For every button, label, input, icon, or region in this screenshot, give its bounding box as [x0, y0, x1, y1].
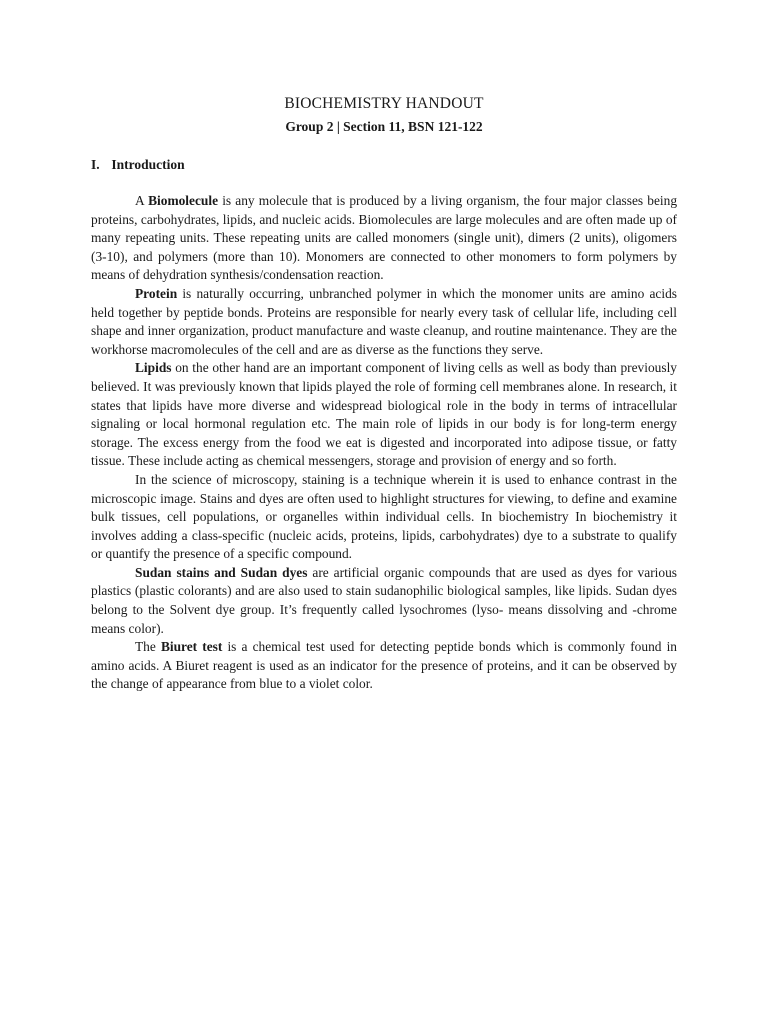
- paragraph-sudan: [91, 564, 677, 638]
- paragraph-term: Biomolecule: [148, 193, 219, 208]
- paragraph-biomolecule: [91, 192, 677, 285]
- paragraph-lipids: [91, 359, 677, 471]
- section-body: [91, 192, 677, 694]
- paragraph-lead: The: [135, 639, 161, 655]
- document-title: BIOCHEMISTRY HANDOUT: [284, 95, 484, 112]
- section-number: I.: [91, 157, 100, 172]
- paragraph-lead: A: [135, 193, 149, 208]
- paragraph-term: Lipids: [135, 360, 172, 376]
- paragraph-text: is any molecule that is produced by a living organism, the four major classes being proteins, carbohydrates, lipids, and nucleic acids. Biomolecules are large molecules and are often made up of many repeating units. These repeating units are called monomers (single unit), dimers (2 units), oligomers (3-10), and polymers (more than 10). Monomers are connected to other monomers to form polymers by means of dehydration synthesis/condensation reaction.: [91, 193, 678, 283]
- section-title: Introduction: [111, 157, 185, 172]
- paragraph-term: Sudan stains and Sudan dyes: [135, 564, 308, 580]
- paragraph-biuret: [91, 638, 677, 694]
- paragraph-text: is naturally occurring, unbranched polymer in which the monomer units are amino acids held together by peptide bonds. Proteins are responsible for nearly every task of cellular life, including cell shape and inner organization, product manufacture and waste cleanup, and routine maintenance. They are the workhorse macromolecules of the cell and are as diverse as the functions they serve.: [91, 285, 677, 357]
- paragraph-text: on the other hand are an important component of living cells as well as body than previously believed. It was previously known that lipids played the role of forming cell membranes alone. In research, it states that lipids have more diverse and widespread biological role in the body in terms of intracellular signaling or local hormonal regulation etc. The main role of lipids in our body is for long-term energy storage. The excess energy from the food we eat is digested and incorporated into adipose tissue, or fatty tissue. These include acting as chemical messengers, storage and provision of energy and so forth.: [91, 360, 677, 469]
- paragraph-text: are artificial organic compounds that are used as dyes for various plastics (plastic colorants) and are also used to stain sudanophilic biological samples, like lipids. Sudan dyes belong to the Solvent dye group. It’s frequently called lysochromes (lyso- means dissolving and -chrome means color).: [91, 564, 677, 636]
- paragraph-staining: [91, 471, 677, 564]
- paragraph-text: is a chemical test used for detecting peptide bonds which is commonly found in amino acids. A Biuret reagent is used as an indicator for the presence of proteins, and it can be observed by the change of appearance from blue to a violet color.: [91, 639, 677, 692]
- paragraph-term: Biuret test: [160, 639, 223, 655]
- section-heading: [91, 156, 185, 173]
- paragraph-lead: In the science of microscopy, staining is a technique wherein it is used to enhance contrast in the microscopic image. Stains and dyes are often used to highlight structures for viewing, to define and examine bulk tissues, cell populations, or organelles within individual cells. In biochemistry In biochemistry it involves adding a class-specific (nucleic acids, proteins, lipids, carbohydrates) dye to a substrate to qualify or quantify the presence of a specific compound.: [91, 471, 677, 562]
- document-subtitle: Group 2 | Section 11, BSN 121-122: [285, 119, 483, 134]
- paragraph-protein: [91, 285, 677, 359]
- paragraph-term: Protein: [135, 285, 178, 301]
